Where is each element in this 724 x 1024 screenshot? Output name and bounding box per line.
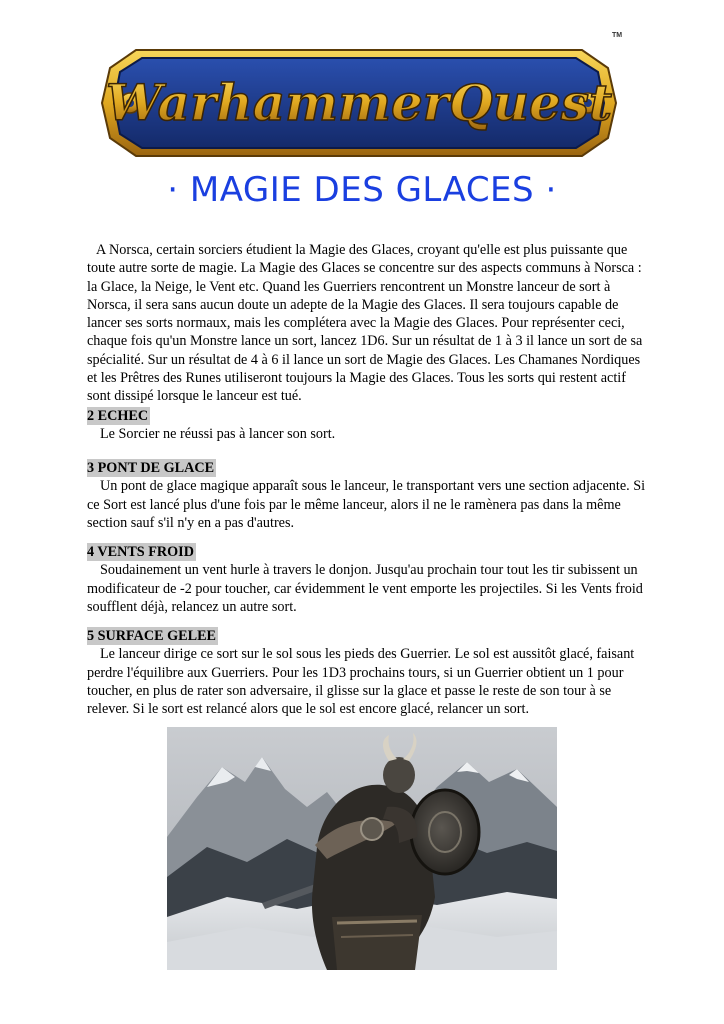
title-dot-right: · — [545, 170, 557, 210]
spell-heading: 3 PONT DE GLACE — [87, 460, 215, 476]
intro-paragraph — [87, 241, 647, 406]
trademark-mark: TM — [612, 32, 623, 39]
spell-body: Un pont de glace magique apparaît sous le lanceur, le transportant vers une section adjacente. Si ce Sort est lancé plus d'une fois par le même lanceur, alors il ne le ramènera pas dans la même section sauf s'il n'y en a pas d'autres. — [87, 478, 646, 531]
spell-heading: 4 VENTS FROID — [87, 544, 194, 560]
warrior-illustration — [167, 727, 557, 970]
spell-section-vents-froid — [87, 543, 647, 616]
spell-heading: 2 ECHEC — [87, 408, 149, 424]
spell-section-echec — [87, 407, 647, 444]
spell-section-pont-de-glace — [87, 459, 647, 532]
title-text: MAGIE DES GLACES — [189, 170, 535, 210]
intro-text: A Norsca, certain sorciers étudient la Magie des Glaces, croyant qu'elle est plus puissante que toute autre sorte de magie. La Magie des Glaces se concentre sur des aspects communs à Norsca : la Glace, la Neige, le Vent etc. Quand les Guerriers rencontrent un Monstre lanceur de sort à Norsca, il sera sans aucun doute un adepte de la Magie des Glaces. Il sera toujours capable de lancer ses sorts normaux, mais les complétera avec la Magie des Glaces. Pour représenter ceci, chaque fois qu'un Monstre lance un sort, lancez 1D6. Sur un résultat de 1 à 3 il lance un sort de sa spécialité. Sur un résultat de 4 à 6 il lance un sort de Magie des Glaces. Les Chamanes Nordiques et les Prêtres des Runes utiliseront toujours la Magie des Glaces. Tous les sorts qui restent actif sont dissipé lorsque le lanceur est tué. — [87, 242, 643, 405]
spell-body: Soudainement un vent hurle à travers le donjon. Jusqu'au prochain tour tout les tir subissent un modificateur de -2 pour toucher, car évidemment le vent emporte les projectiles. Si les Vents froid soufflent déjà, relancez un autre sort. — [87, 562, 643, 615]
spell-body: Le lanceur dirige ce sort sur le sol sous les pieds des Guerrier. Le sol est aussitôt glacé, faisant perdre l'équilibre aux Guerriers. Pour les 1D3 prochains tours, si un Guerrier obtient un 1 pour toucher, en plus de rater son adversaire, il glisse sur la glace et passe le reste de son tour à se relever. Si le sort est relancé alors que le sol est encore glacé, relancer un sort. — [87, 646, 635, 718]
spell-heading: 5 SURFACE GELEE — [87, 628, 217, 644]
svg-text:WarhammerQuest: WarhammerQuest — [105, 73, 613, 132]
spell-section-surface-gelee — [87, 627, 647, 718]
page-title — [0, 170, 724, 210]
warhammer-quest-logo — [96, 44, 622, 162]
title-dot-left: · — [167, 170, 179, 210]
spell-body: Le Sorcier ne réussi pas à lancer son sort. — [100, 426, 336, 443]
